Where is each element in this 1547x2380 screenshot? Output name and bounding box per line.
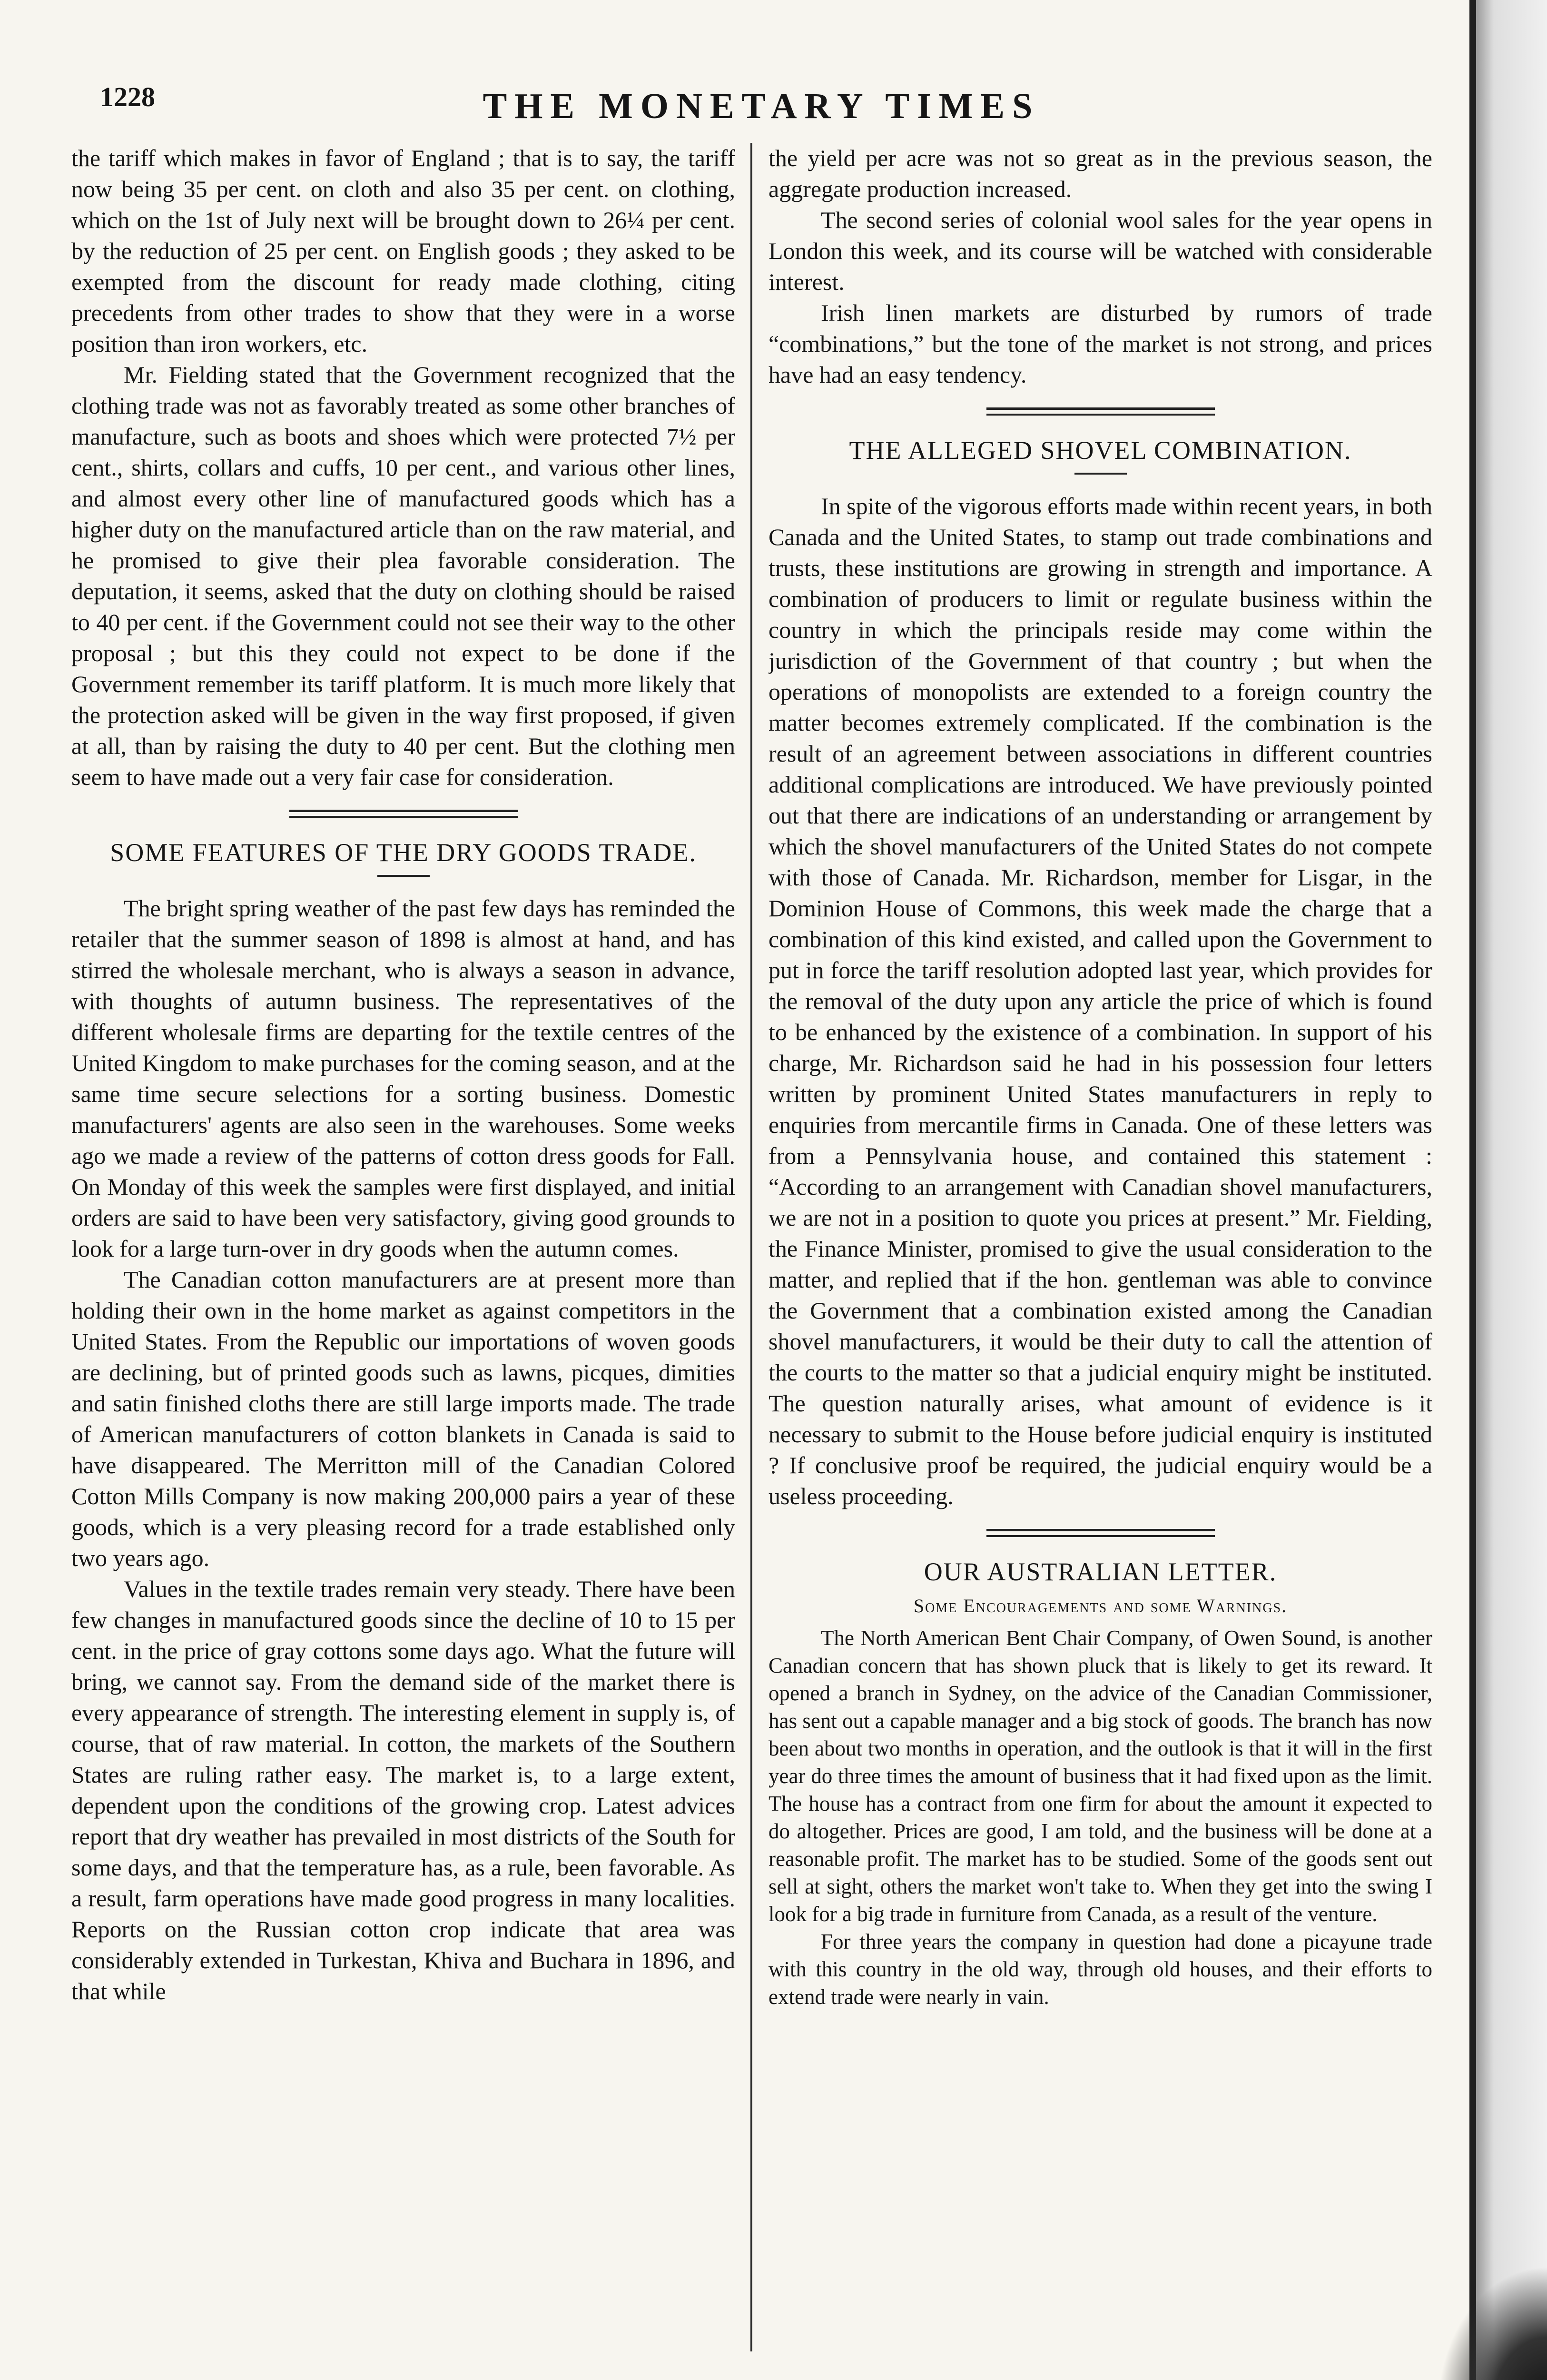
australian-letter-subheading: Some Encouragements and some Warnings.	[913, 1595, 1288, 1616]
section-separator	[986, 407, 1215, 416]
section-separator	[289, 810, 518, 818]
australian-paragraph: For three years the company in question had done a picayune trade with this country in the old way, through old houses, and their efforts to extend trade were nearly in vain.	[769, 1930, 1432, 2009]
shovel-combination-heading: THE ALLEGED SHOVEL COMBINATION.	[849, 436, 1352, 465]
dry-goods-paragraph: The bright spring weather of the past few days has reminded the retailer that the summer season of 1898 is almost at hand, and has stirred the wholesale merchant, who is always a season in advance, with thoughts of autumn business. The representatives of the different wholesale firms are departing for the textile centres of the United Kingdom to make purchases for the coming season, and at the same time secure selections for a sorting business. Domestic manufacturers' agents are also seen in the warehouses. Some weeks ago we made a review of the patterns of cotton dress goods for Fall. On Monday of this week the samples were first displayed, and initial orders are said to have been very satisfactory, giving good grounds to look for a large turn-over in dry goods when the autumn comes.	[71, 895, 735, 1262]
continuation-paragraph: Irish linen markets are disturbed by rumors of trade “combinations,” but the tone of the market is not strong, and prices have had an easy tendency.	[769, 299, 1432, 388]
heading-rule	[1074, 473, 1127, 475]
heading-rule	[377, 875, 430, 877]
right-column	[769, 143, 1432, 2351]
shovel-paragraph: In spite of the vigorous efforts made within recent years, in both Canada and the United States, to stamp out trade combinations and trusts, these institutions are growing in strength and importance. A combination of producers to limit or regulate business within the country in which the principals reside may come within the jurisdiction of the Government of that country ; but when the operations of monopolists are extended to a foreign country the matter becomes extremely complicated. If the combination is the result of an agreement between associations in different countries additional complications are introduced. We have previously pointed out that there are indications of an understanding or arrangement by which the shovel manufacturers of the United States do not compete with those of Canada. Mr. Richardson, member for Lisgar, in the Dominion House of Commons, this week made the charge that a combination of this kind existed, and called upon the Government to put in force the tariff resolution adopted last year, which provides for the removal of the duty upon any article the price of which is found to be enhanced by the existence of a combination. In support of his charge, Mr. Richardson said he had in his possession four letters written by prominent United States manufacturers in reply to enquiries from mercantile firms in Canada. One of these letters was from a Pennsylvania house, and contained this statement : “According to an arrangement with Canadian shovel manufacturers, we are not in a position to quote you prices at present.” Mr. Fielding, the Finance Minister, promised to give the usual consideration to the matter, and replied that if the hon. gentleman was able to convince the Government that a combination existed among the Canadian shovel manufacturers, it would be their duty to call the attention of the courts to the matter so that a judicial enquiry might be instituted. The question naturally arises, what amount of evidence is it necessary to submit to the House before judicial enquiry is instituted ? If conclusive proof be required, the judicial enquiry would be a useless proceeding.	[769, 493, 1432, 1509]
dry-goods-paragraph: Values in the textile trades remain very steady. There have been few changes in manufactured goods since the decline of 10 to 15 per cent. in the price of gray cottons some days ago. What the future will bring, we cannot say. From the demand side of the market there is every appearance of strength. The interesting element in supply is, of course, that of raw material. In cotton, the markets of the Southern States are ruling rather easy. The market is, to a large extent, dependent upon the conditions of the growing crop. Latest advices report that dry weather has prevailed in most districts of the South for some days, and that the temperature has, as a rule, been favorable. As a result, farm operations have made good progress in many localities. Reports on the Russian cotton crop indicate that area was considerably extended in Turkestan, Khiva and Buchara in 1896, and that while	[71, 1576, 735, 2004]
australian-letter-heading: OUR AUSTRALIAN LETTER.	[924, 1557, 1277, 1586]
australian-paragraph: The North American Bent Chair Company, of Owen Sound, is another Canadian concern that has shown pluck that is likely to get its reward. It opened a branch in Sydney, on the advice of the Canadian Commissioner, has sent out a capable manager and a big stock of goods. The branch has now been about two months in operation, and the outlook is that it will in the first year do three times the amount of business that it had fixed upon as the limit. The house has a contract from one firm for about the amount it expected to do altogether. Prices are good, I am told, and the business will be done at a reasonable profit. The market has to be studied. Some of the goods sent out sell at sight, others the market won't take to. When they get into the swing I look for a big trade in furniture from Canada, as a result of the venture.	[769, 1626, 1432, 1926]
column-divider	[750, 143, 752, 2351]
tariff-paragraph: the tariff which makes in favor of England ; that is to say, the tariff now being 35 per cent. on cloth and also 35 per cent. on clothing, which on the 1st of July next will be brought down to 26¼ per cent. by the reduction of 25 per cent. on English goods ; they asked to be exempted from the discount for ready made clothing, citing precedents from other trades to show that they were in a worse position than iron workers, etc.	[71, 145, 735, 357]
continuation-paragraph: the yield per acre was not so great as in the previous season, the aggregate production increased.	[769, 145, 1432, 202]
section-separator	[986, 1529, 1215, 1537]
binding-shadow	[1476, 0, 1547, 2380]
page-header	[71, 76, 1451, 129]
continuation-paragraph: The second series of colonial wool sales for the year opens in London this week, and its course will be watched with considerable interest.	[769, 207, 1432, 295]
corner-shadow	[1437, 2266, 1547, 2380]
tariff-paragraph: Mr. Fielding stated that the Government recognized that the clothing trade was not as favorably treated as some other branches of manufacture, such as boots and shoes which were protected 7½ per cent., shirts, collars and cuffs, 10 per cent., and various other lines, and almost every other line of manufactured goods which has a higher duty on the manufactured article than on the raw material, and he promised to give their plea favorable consideration. The deputation, it seems, asked that the duty on clothing should be raised to 40 per cent. if the Government could not see their way to the other proposal ; but this they could not expect to be done if the Government remember its tariff platform. It is much more likely that the protection asked will be given in the way first proposed, if given at all, than by raising the duty to 40 per cent. But the clothing men seem to have made out a very fair case for consideration.	[71, 361, 735, 790]
journal-title: THE MONETARY TIMES	[483, 86, 1040, 126]
left-column	[71, 143, 735, 2351]
page-edge-border	[1469, 0, 1476, 2380]
page-number: 1228	[100, 81, 155, 112]
dry-goods-heading: SOME FEATURES OF THE DRY GOODS TRADE.	[110, 838, 697, 867]
dry-goods-paragraph: The Canadian cotton manufacturers are at present more than holding their own in the home market as against competitors in the United States. From the Republic our importations of woven goods are declining, but of printed goods such as lawns, picques, dimities and satin finished cloths there are still large imports made. The trade of American manufacturers of cotton blankets in Canada is said to have disappeared. The Merritton mill of the Canadian Colored Cotton Mills Company is now making 200,000 pairs a year of these goods, which is a very pleasing record for a trade established only two years ago.	[71, 1266, 735, 1571]
